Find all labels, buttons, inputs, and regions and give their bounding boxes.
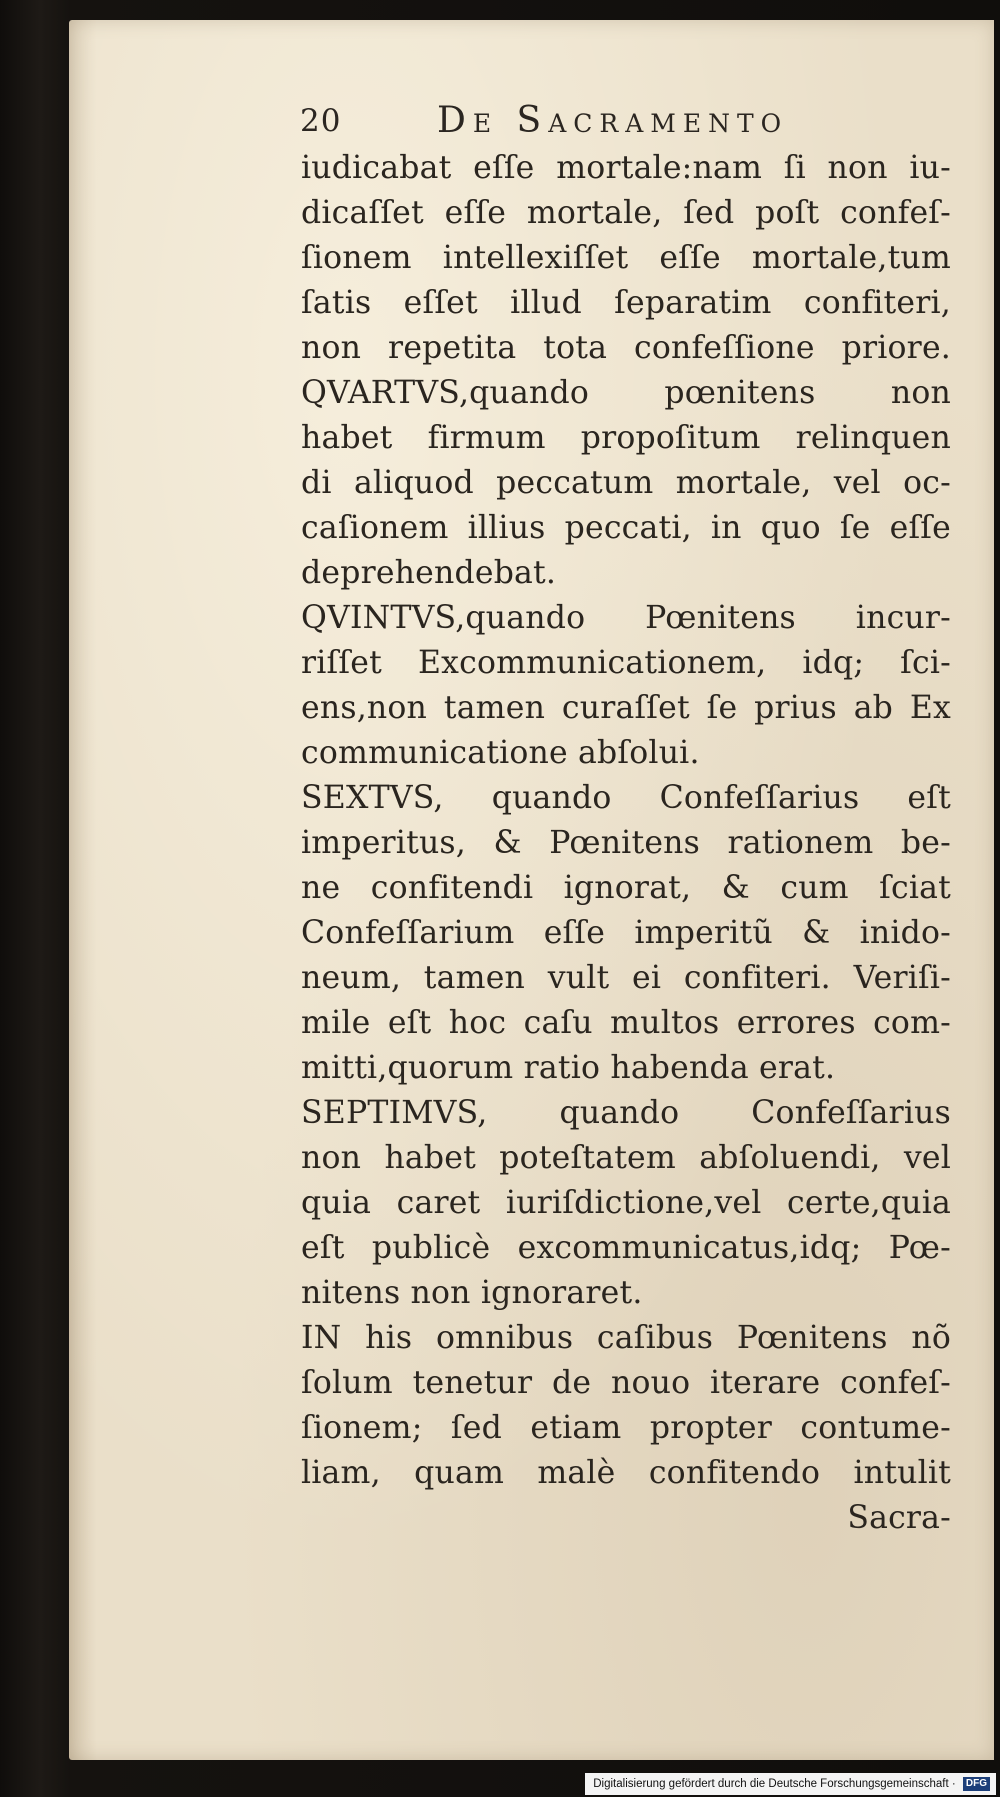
page-number: 20	[300, 103, 342, 139]
text-line: ſionem; ſed etiam propter contume-	[301, 1410, 951, 1446]
text-line: SEPTIMVS, quando Confeſſarius	[301, 1095, 951, 1131]
text-line: di aliquod peccatum mortale, vel oc-	[301, 465, 951, 501]
text-line: non habet poteſtatem abſoluendi, vel	[301, 1140, 951, 1176]
text-line: mile eſt hoc caſu multos errores com-	[301, 1005, 951, 1041]
text-line: IN his omnibus caſibus Pœnitens nõ	[301, 1320, 951, 1356]
footer-text: Digitalisierung gefördert durch die Deutsche Forschungsgemeinschaft ·	[593, 1778, 956, 1790]
running-title: De Sacramento	[437, 100, 789, 141]
text-line: liam, quam malè confitendo intulit	[301, 1455, 951, 1491]
text-line: iudicabat eſſe mortale:nam ſi non iu-	[301, 150, 951, 186]
text-line: neum, tamen vult ei confiteri. Veriſi-	[301, 960, 951, 996]
text-line: QVINTVS,quando Pœnitens incur-	[301, 600, 951, 636]
text-line: dicaſſet eſſe mortale, ſed poſt confeſ-	[301, 195, 951, 231]
text-line: ens,non tamen curaſſet ſe prius ab Ex	[301, 690, 951, 726]
text-line: nitens non ignoraret.	[301, 1275, 643, 1311]
text-line: caſionem illius peccati, in quo ſe eſſe	[301, 510, 951, 546]
text-line: habet firmum propoſitum relinquen	[301, 420, 951, 456]
text-line: mitti,quorum ratio habenda erat.	[301, 1050, 836, 1086]
text-line: imperitus, & Pœnitens rationem be-	[301, 825, 951, 861]
dfg-logo-icon: DFG	[963, 1777, 990, 1791]
text-line: ne confitendi ignorat, & cum ſciat	[301, 870, 951, 906]
page-body	[301, 146, 951, 1541]
catchword: Sacra-	[847, 1500, 951, 1536]
running-head	[300, 97, 860, 145]
text-line: deprehendebat.	[301, 555, 557, 591]
text-line: riſſet Excommunicationem, idq; ſci-	[301, 645, 951, 681]
text-line: non repetita tota confeſſione priore.	[301, 330, 951, 366]
text-line: ſolum tenetur de nouo iterare confeſ-	[301, 1365, 951, 1401]
text-line: ſatis eſſet illud ſeparatim confiteri,	[301, 285, 951, 321]
text-line: ſionem intellexiſſet eſſe mortale,tum	[301, 240, 951, 276]
text-line: SEXTVS, quando Confeſſarius eſt	[301, 780, 951, 816]
text-line: quia caret iuriſdictione,vel certe,quia	[301, 1185, 951, 1221]
text-line: Confeſſarium eſſe imperitũ & inido-	[301, 915, 951, 951]
digitization-footer	[585, 1773, 996, 1795]
text-line: eſt publicè excommunicatus,idq; Pœ-	[301, 1230, 951, 1266]
text-line: communicatione abſolui.	[301, 735, 700, 771]
text-line: QVARTVS,quando pœnitens non	[301, 375, 951, 411]
